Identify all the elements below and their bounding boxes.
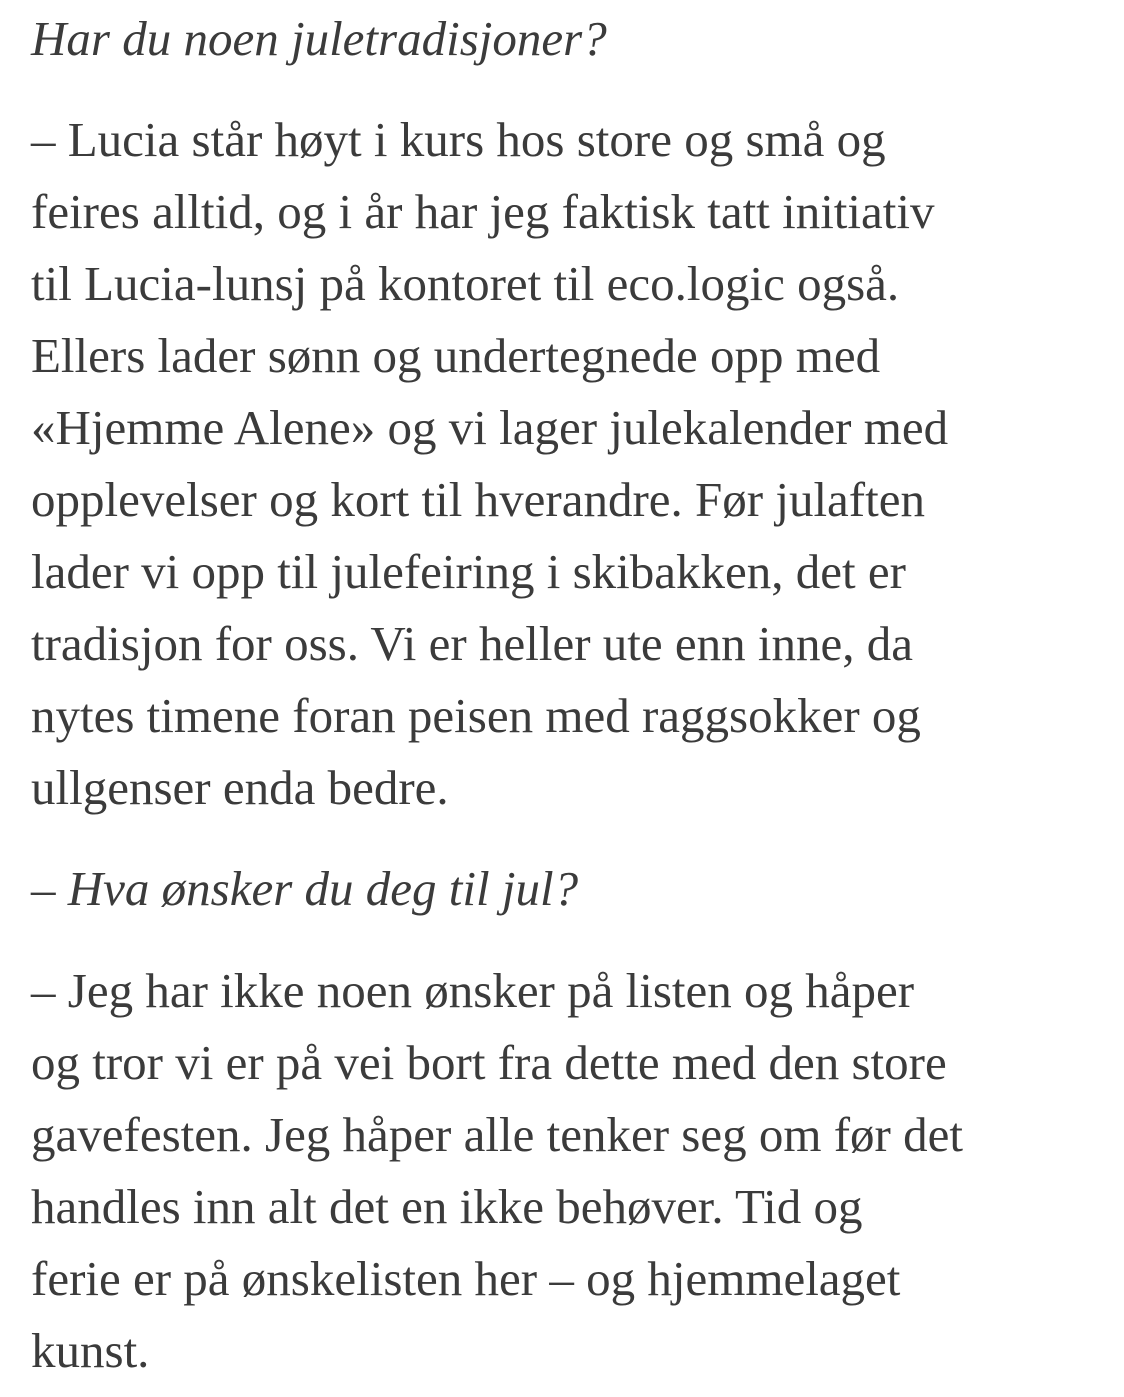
interview-question-wishes: – Hva ønsker du deg til jul? <box>31 861 579 916</box>
interview-question-traditions: Har du noen juletradisjoner? <box>31 11 607 66</box>
interview-answer-traditions: – Lucia står høyt i kurs hos store og små og feires alltid, og i år har jeg faktisk tatt initiativ til Lucia-lunsj på kontoret til eco.logic også. Ellers lader sønn og undertegnede opp med «Hjemme Alene» og vi lager julekalender med opplevelser og kort til hverandre. Før julaften lader vi opp til julefeiring i skibakken, det er tradisjon for oss. Vi er heller ute enn inne, da nytes timene foran peisen med raggsokker og ullgenser enda bedre. <box>31 112 949 815</box>
interview-answer-wishes: – Jeg har ikke noen ønsker på listen og håper og tror vi er på vei bort fra dette med den store gavefesten. Jeg håper alle tenker seg om før det handles inn alt det en ikke behøver. Tid og ferie er på ønskelisten her – og hjemmelaget kunst. <box>31 963 963 1378</box>
